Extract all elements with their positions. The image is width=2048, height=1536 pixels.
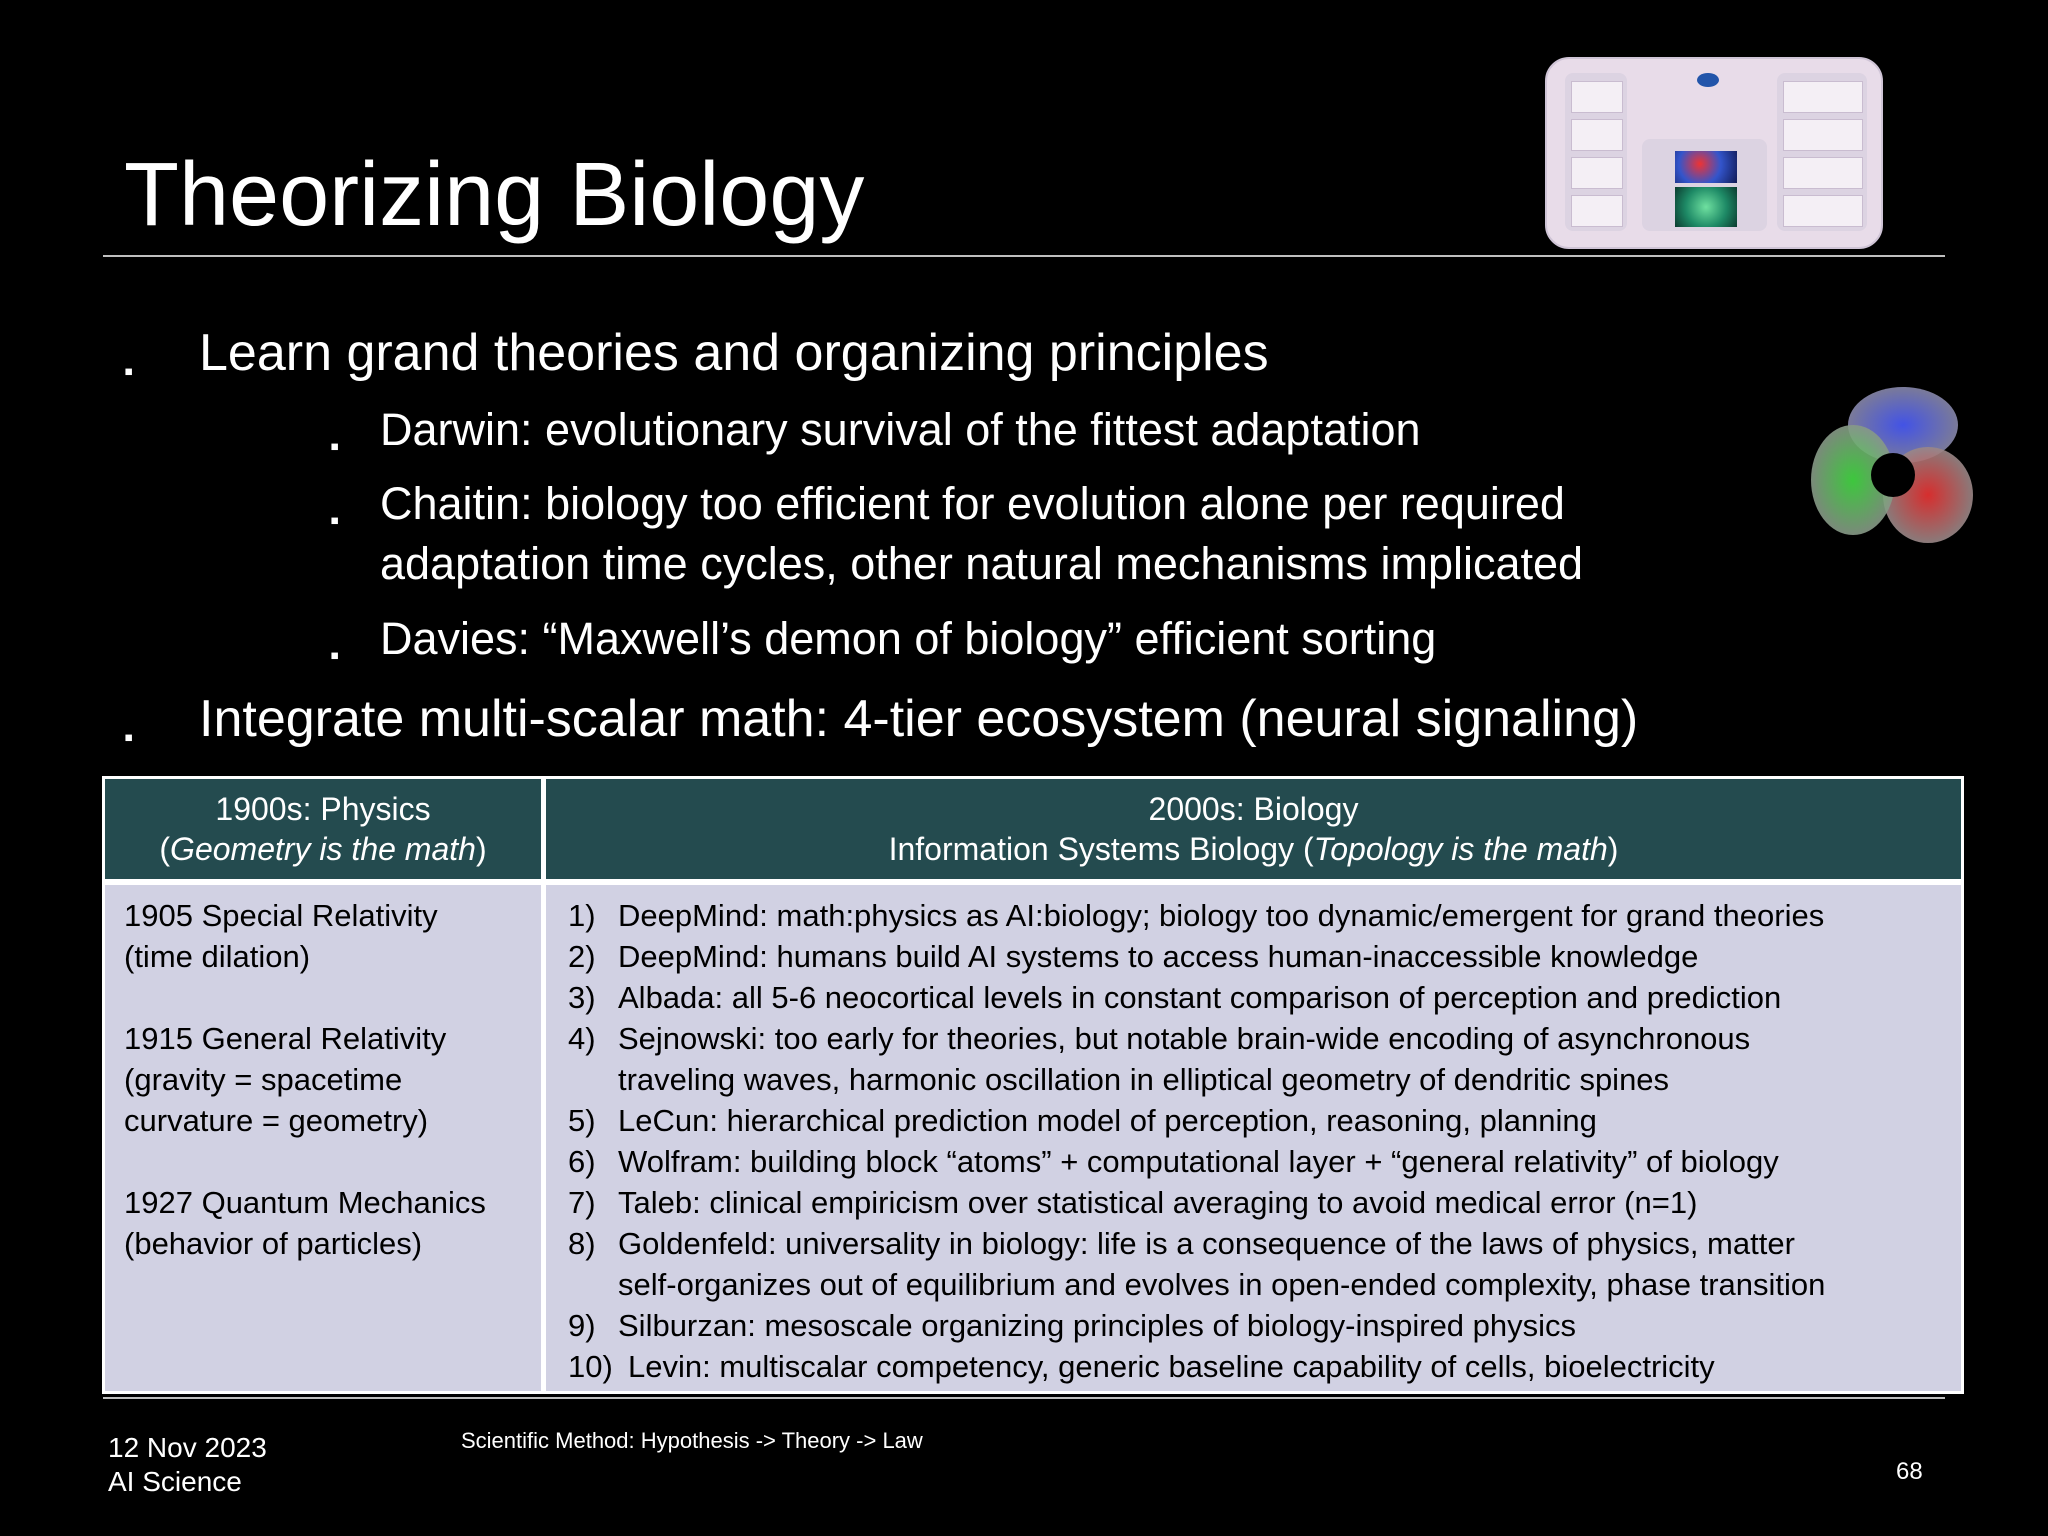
footer-date-event: 12 Nov 2023 AI Science xyxy=(108,1432,267,1497)
table-cell-physics: 1905 Special Relativity (time dilation) 1915 General Relativity (gravity = spacetime curvature = geometry) 1927 Quantum Mechanics (behavior of particles) xyxy=(105,885,541,1391)
table-header-biology: 2000s: Biology Information Systems Biology (Topology is the math) xyxy=(546,779,1961,879)
table-cell-biology: 1) DeepMind: math:physics as AI:biology; biology too dynamic/emergent for grand theories 2) DeepMind: humans build AI systems to access human-inaccessible knowledge 3) Albada: all 5-6 neocortical levels in constant comparison of perception and prediction 4) Sejnowski: too early for theories, but notable brain-wide encoding of asynchronous traveling waves, harmonic oscillation in elliptical geometry of dendritic spines 5) LeCun: hierarchical prediction model of perception, reasoning, planning 6) Wolfram: building block “atoms” + computational layer + “general relativity” of biology 7) Taleb: clinical empiricism over statistical averaging to avoid medical error (n=1) 8) Goldenfeld: universality in biology: life is a consequence of the laws of physics, matter self-organizes out of equilibrium and evolves in open-ended complexity, phase transition 9) Silburzan: mesoscale organizing principles of biology-inspired physics 10) Levin: multiscalar competency, generic baseline capability of cells, bioelectricity xyxy=(546,885,1961,1391)
footer-divider xyxy=(103,1397,1945,1399)
comparison-table xyxy=(102,776,1964,1394)
slide-title: Theorizing Biology xyxy=(124,145,865,245)
footer-caption: Scientific Method: Hypothesis -> Theory -> Law xyxy=(461,1428,923,1453)
page-number: 68 xyxy=(1896,1458,1923,1485)
title-divider xyxy=(103,255,1945,257)
dashboard-thumbnail-image xyxy=(1545,57,1883,249)
table-header-physics: 1900s: Physics (Geometry is the math) xyxy=(105,779,541,879)
protein-structure-image xyxy=(1808,380,1978,560)
